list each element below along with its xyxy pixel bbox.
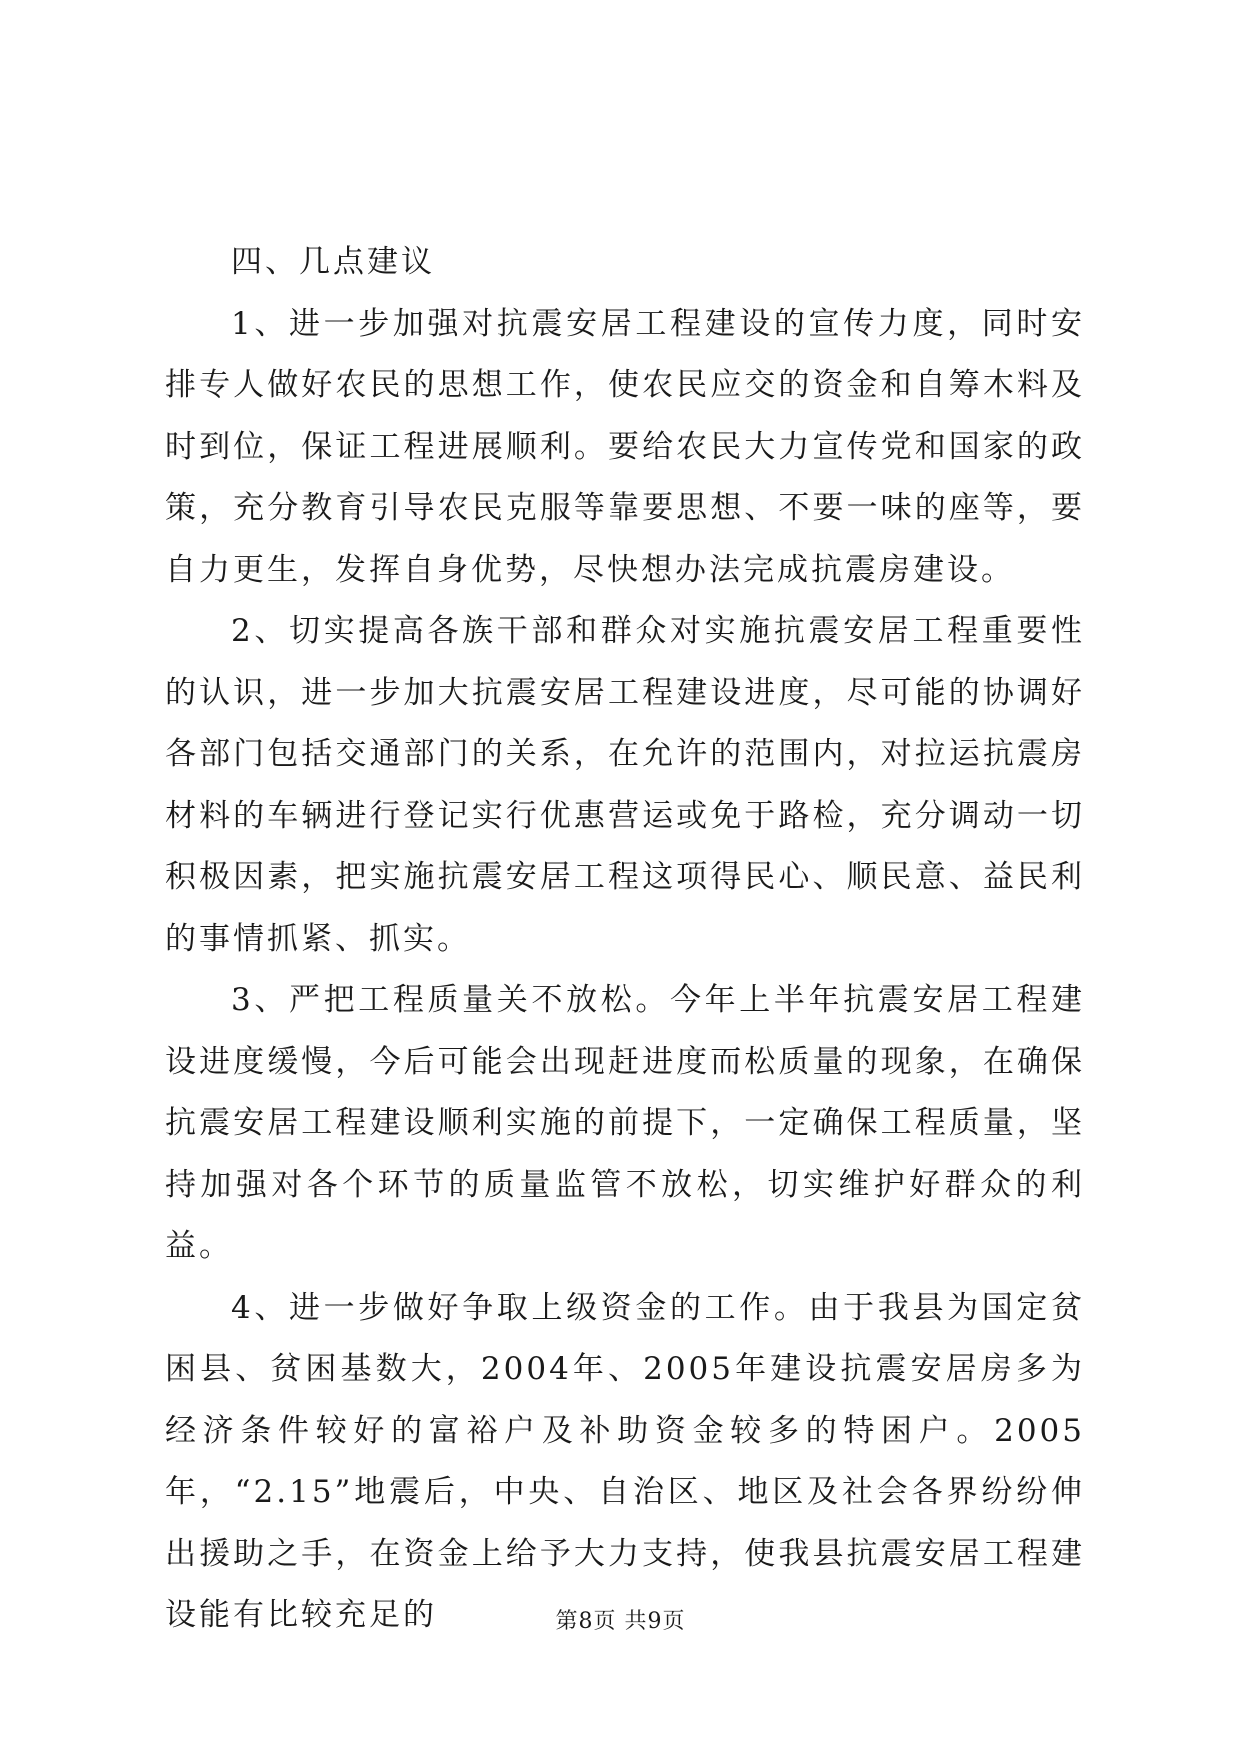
section-heading: 四、几点建议 [231,244,435,280]
page-footer: 第8页 共9页 [555,1609,686,1634]
paragraph-3: 3、严把工程质量关不放松。今年上半年抗震安居工程建设进度缓慢，今后可能会出现赶进度而松质量的现象，在确保抗震安居工程建设顺利实施的前提下，一定确保工程质量，坚持加强对各个环节的质量监管不放松，切实维护好群众的利益。 [165,982,1085,1264]
paragraph-1: 1、进一步加强对抗震安居工程建设的宣传力度，同时安排专人做好农民的思想工作，使农民应交的资金和自筹木料及时到位，保证工程进展顺利。要给农民大力宣传党和国家的政策，充分教育引导农民克服等靠要思想、不要一味的座等，要自力更生，发挥自身优势，尽快想办法完成抗震房建设。 [165,305,1085,588]
document-body [165,232,1085,1647]
paragraph-4: 4、进一步做好争取上级资金的工作。由于我县为国定贫困县、贫困基数大，2004年、2005年建设抗震安居房多为经济条件较好的富裕户及补助资金较多的特困户。2005年，“2.15”地震后，中央、自治区、地区及社会各界纷纷伸出援助之手，在资金上给予大力支持，使我县抗震安居工程建设能有比较充足的 [165,1289,1085,1633]
paragraph-2: 2、切实提高各族干部和群众对实施抗震安居工程重要性的认识，进一步加大抗震安居工程建设进度，尽可能的协调好各部门包括交通部门的关系，在允许的范围内，对拉运抗震房材料的车辆进行登记实行优惠营运或免于路检，充分调动一切积极因素，把实施抗震安居工程这项得民心、顺民意、益民利的事情抓紧、抓实。 [165,613,1085,957]
